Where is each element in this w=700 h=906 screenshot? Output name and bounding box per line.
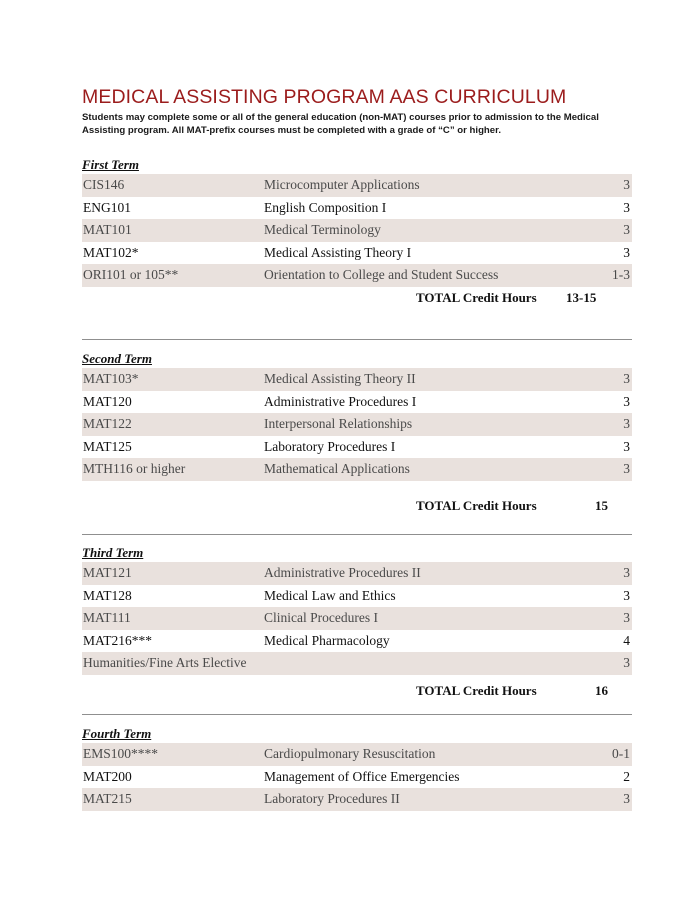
course-row bbox=[82, 630, 632, 653]
course-code: MAT125 bbox=[83, 438, 132, 454]
course-name: Administrative Procedures I bbox=[264, 393, 417, 409]
term-heading: Second Term bbox=[82, 351, 152, 366]
course-code: MAT103* bbox=[83, 371, 139, 386]
page-title: MEDICAL ASSISTING PROGRAM AAS CURRICULUM bbox=[82, 86, 567, 108]
course-code: MAT111 bbox=[83, 610, 131, 625]
course-credits: 3 bbox=[623, 416, 630, 431]
course-name: Mathematical Applications bbox=[264, 461, 410, 476]
total-value: 15 bbox=[595, 498, 608, 513]
section-divider bbox=[82, 714, 632, 715]
term-heading: Third Term bbox=[82, 545, 144, 560]
course-row bbox=[82, 242, 632, 265]
course-name: Cardiopulmonary Resuscitation bbox=[264, 746, 436, 761]
course-credits: 3 bbox=[623, 393, 630, 409]
course-credits: 2 bbox=[623, 768, 630, 784]
course-code: MAT215 bbox=[83, 791, 132, 806]
term-total bbox=[416, 290, 597, 306]
course-row bbox=[82, 766, 632, 789]
section-divider bbox=[82, 534, 632, 535]
course-row bbox=[82, 264, 632, 287]
course-credits: 3 bbox=[623, 371, 630, 386]
course-credits: 0-1 bbox=[612, 746, 630, 761]
course-credits: 4 bbox=[623, 632, 630, 648]
total-label: TOTAL Credit Hours bbox=[416, 290, 537, 305]
course-credits: 3 bbox=[623, 177, 630, 192]
course-credits: 3 bbox=[623, 655, 630, 670]
course-name: Medical Assisting Theory I bbox=[264, 244, 412, 260]
course-credits: 3 bbox=[623, 610, 630, 625]
course-row bbox=[82, 368, 632, 391]
term-total bbox=[416, 683, 608, 699]
course-code: MAT128 bbox=[83, 587, 132, 603]
course-code: ENG101 bbox=[83, 199, 131, 215]
course-name: Clinical Procedures I bbox=[264, 610, 378, 625]
course-name: Medical Pharmacology bbox=[264, 632, 390, 648]
course-code: MAT121 bbox=[83, 565, 132, 580]
course-credits: 3 bbox=[623, 461, 630, 476]
course-row bbox=[82, 458, 632, 481]
course-credits: 3 bbox=[623, 222, 630, 237]
course-name: Interpersonal Relationships bbox=[264, 416, 413, 431]
course-code: ORI101 or 105** bbox=[83, 267, 179, 282]
course-code: MAT122 bbox=[83, 416, 132, 431]
course-row bbox=[82, 219, 632, 242]
course-name: English Composition I bbox=[264, 199, 387, 215]
term-third bbox=[82, 545, 632, 675]
course-name: Orientation to College and Student Success bbox=[264, 267, 499, 282]
course-row bbox=[82, 174, 632, 197]
course-credits: 3 bbox=[623, 244, 630, 260]
total-value: 16 bbox=[595, 683, 608, 698]
course-row bbox=[82, 197, 632, 220]
course-credits: 3 bbox=[623, 438, 630, 454]
course-code: MAT200 bbox=[83, 768, 132, 784]
course-row bbox=[82, 585, 632, 608]
course-row bbox=[82, 607, 632, 630]
course-credits: 1-3 bbox=[612, 267, 630, 282]
course-code: MAT216*** bbox=[83, 632, 153, 648]
course-code: MAT120 bbox=[83, 393, 132, 409]
term-heading: Fourth Term bbox=[82, 726, 152, 741]
term-total bbox=[416, 498, 608, 514]
course-name: Microcomputer Applications bbox=[264, 177, 420, 192]
course-credits: 3 bbox=[623, 199, 630, 215]
course-credits: 3 bbox=[623, 791, 630, 806]
course-row bbox=[82, 788, 632, 811]
section-divider bbox=[82, 339, 632, 340]
course-name: Medical Terminology bbox=[264, 222, 381, 237]
term-first bbox=[82, 157, 632, 287]
course-credits: 3 bbox=[623, 587, 630, 603]
course-name: Laboratory Procedures II bbox=[264, 791, 400, 806]
total-label: TOTAL Credit Hours bbox=[416, 683, 537, 698]
term-second bbox=[82, 351, 632, 481]
course-name: Medical Law and Ethics bbox=[264, 587, 396, 603]
intro-note: Students may complete some or all of the general education (non-MAT) courses prior to admission to the Medical Assisting program. All MAT-prefix courses must be completed with a grade of “C” or higher. bbox=[82, 112, 599, 136]
course-row bbox=[82, 743, 632, 766]
course-name: Medical Assisting Theory II bbox=[264, 371, 416, 386]
course-name: Laboratory Procedures I bbox=[264, 438, 396, 454]
course-name: Administrative Procedures II bbox=[264, 565, 421, 580]
course-code: EMS100**** bbox=[83, 746, 159, 761]
course-name: Management of Office Emergencies bbox=[264, 768, 460, 784]
total-label: TOTAL Credit Hours bbox=[416, 498, 537, 513]
course-code: MTH116 or higher bbox=[83, 461, 186, 476]
course-row bbox=[82, 391, 632, 414]
course-code: Humanities/Fine Arts Elective bbox=[83, 655, 247, 670]
course-row bbox=[82, 652, 632, 675]
course-row bbox=[82, 436, 632, 459]
course-code: MAT101 bbox=[83, 222, 132, 237]
course-credits: 3 bbox=[623, 565, 630, 580]
course-row bbox=[82, 562, 632, 585]
term-heading: First Term bbox=[82, 157, 139, 172]
total-value: 13-15 bbox=[566, 290, 597, 305]
course-code: MAT102* bbox=[83, 244, 139, 260]
term-fourth bbox=[82, 726, 632, 811]
course-row bbox=[82, 413, 632, 436]
course-code: CIS146 bbox=[83, 177, 125, 192]
